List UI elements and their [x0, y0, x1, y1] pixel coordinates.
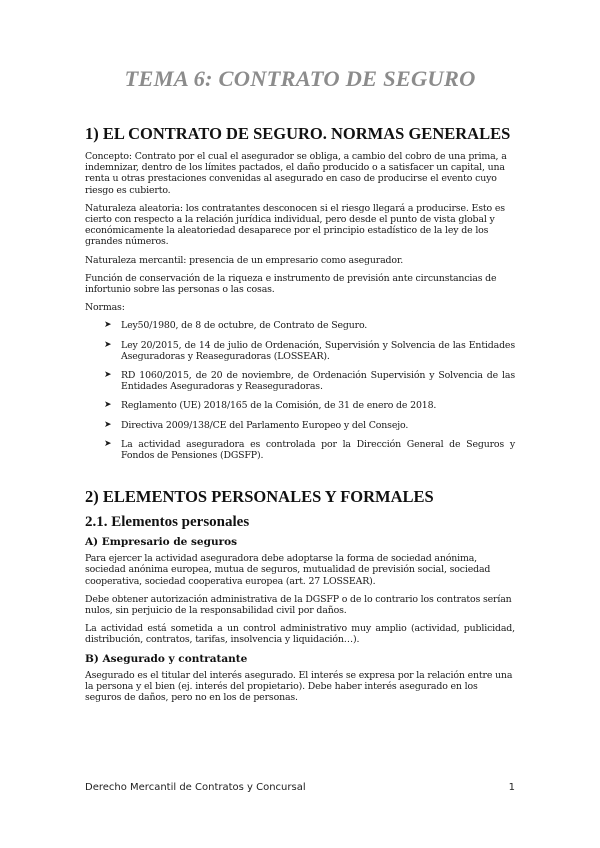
norm-text: RD 1060/2015, de 20 de noviembre, de Ordenación Supervisión y Solvencia de las Entidades Aseguradoras y Reaseguradoras.	[121, 370, 515, 393]
concept-paragraph: Concepto: Contrato por el cual el asegurador se obliga, a cambio del cobro de una prima, a indemnizar, dentro de los límites pactados, el daño producido o a satisfacer un capital, una renta u otras prestaciones convenidas al asegurado en caso de producirse el evento cuyo riesgo es cubierto.	[85, 151, 507, 196]
norm-text: Ley50/1980, de 8 de octubre, de Contrato de Seguro.	[121, 320, 368, 332]
document-title: TEMA 6: CONTRATO DE SEGURO	[124, 66, 476, 91]
part-b-heading: B) Asegurado y contratante	[85, 652, 248, 665]
list-item	[85, 370, 515, 392]
arrow-bullet-icon: ➤	[104, 419, 112, 430]
arrow-bullet-icon: ➤	[104, 438, 112, 449]
part-b-paragraph: Asegurado es el titular del interés asegurado. El interés se expresa por la relación entre una la persona y el bien (ej. interés del propietario). Debe haber interés asegurado en los seguros de daños, pero no en los de personas.	[85, 669, 513, 704]
part-a-paragraph: La actividad está sometida a un control administrativo muy amplio (actividad, publicidad, distribución, contratos, tarifas, insolvencia y liquidación…).	[85, 623, 515, 646]
page-footer	[85, 782, 515, 793]
list-item	[85, 439, 515, 461]
page-number: 1	[508, 782, 515, 793]
part-a-paragraph: Para ejercer la actividad aseguradora debe adoptarse la forma de sociedad anónima, sociedad anónima europea, mutua de seguros, mutualidad de previsión social, sociedad cooperativa, sociedad cooperativa europea (art. 27 LOSSEAR).	[85, 553, 491, 587]
norm-text: La actividad aseguradora es controlada por la Dirección General de Seguros y Fondos de Pensiones (DGSFP).	[121, 438, 515, 462]
norm-text: Ley 20/2015, de 14 de julio de Ordenación, Supervisión y Solvencia de las Entidades Aseguradoras y Reaseguradoras (LOSSEAR).	[121, 339, 515, 362]
mercantile-nature-paragraph: Naturaleza mercantil: presencia de un empresario como asegurador.	[85, 254, 404, 266]
list-item	[85, 400, 515, 411]
part-a-heading: A) Empresario de seguros	[85, 536, 238, 549]
arrow-bullet-icon: ➤	[104, 339, 112, 350]
document-body	[85, 124, 515, 710]
arrow-bullet-icon: ➤	[104, 400, 112, 411]
norms-list	[85, 320, 515, 461]
list-item	[85, 420, 515, 431]
aleatory-nature-paragraph: Naturaleza aleatoria: los contratantes desconocen si el riesgo llegará a producirse. Esto es cierto con respecto a la relación jurídica individual, pero desde el punto de vista global y económicamente la aleatoriedad desaparece por el principio estadístico de la ley de los grandes números.	[85, 202, 505, 248]
part-a-paragraph: Debe obtener autorización administrativa de la DGSFP o de lo contrario los contratos serían nulos, sin perjuicio de la responsabilidad civil por daños.	[85, 593, 512, 617]
norm-text: Directiva 2009/138/CE del Parlamento Europeo y del Consejo.	[121, 419, 409, 431]
arrow-bullet-icon: ➤	[104, 320, 112, 331]
section-1-heading: 1) EL CONTRATO DE SEGURO. NORMAS GENERALES	[85, 124, 511, 143]
list-item	[85, 320, 515, 331]
norms-label: Normas:	[85, 302, 125, 314]
list-item	[85, 340, 515, 362]
footer-course-title: Derecho Mercantil de Contratos y Concursal	[85, 782, 306, 793]
arrow-bullet-icon: ➤	[104, 370, 112, 381]
section-2-heading: 2) ELEMENTOS PERSONALES Y FORMALES	[85, 487, 434, 507]
function-paragraph: Función de conservación de la riqueza e instrumento de previsión ante circunstancias de infortunio sobre las personas o las cosas.	[85, 272, 497, 296]
norm-text: Reglamento (UE) 2018/165 de la Comisión, de 31 de enero de 2018.	[121, 400, 437, 412]
subsection-2-1-heading: 2.1. Elementos personales	[85, 514, 250, 531]
